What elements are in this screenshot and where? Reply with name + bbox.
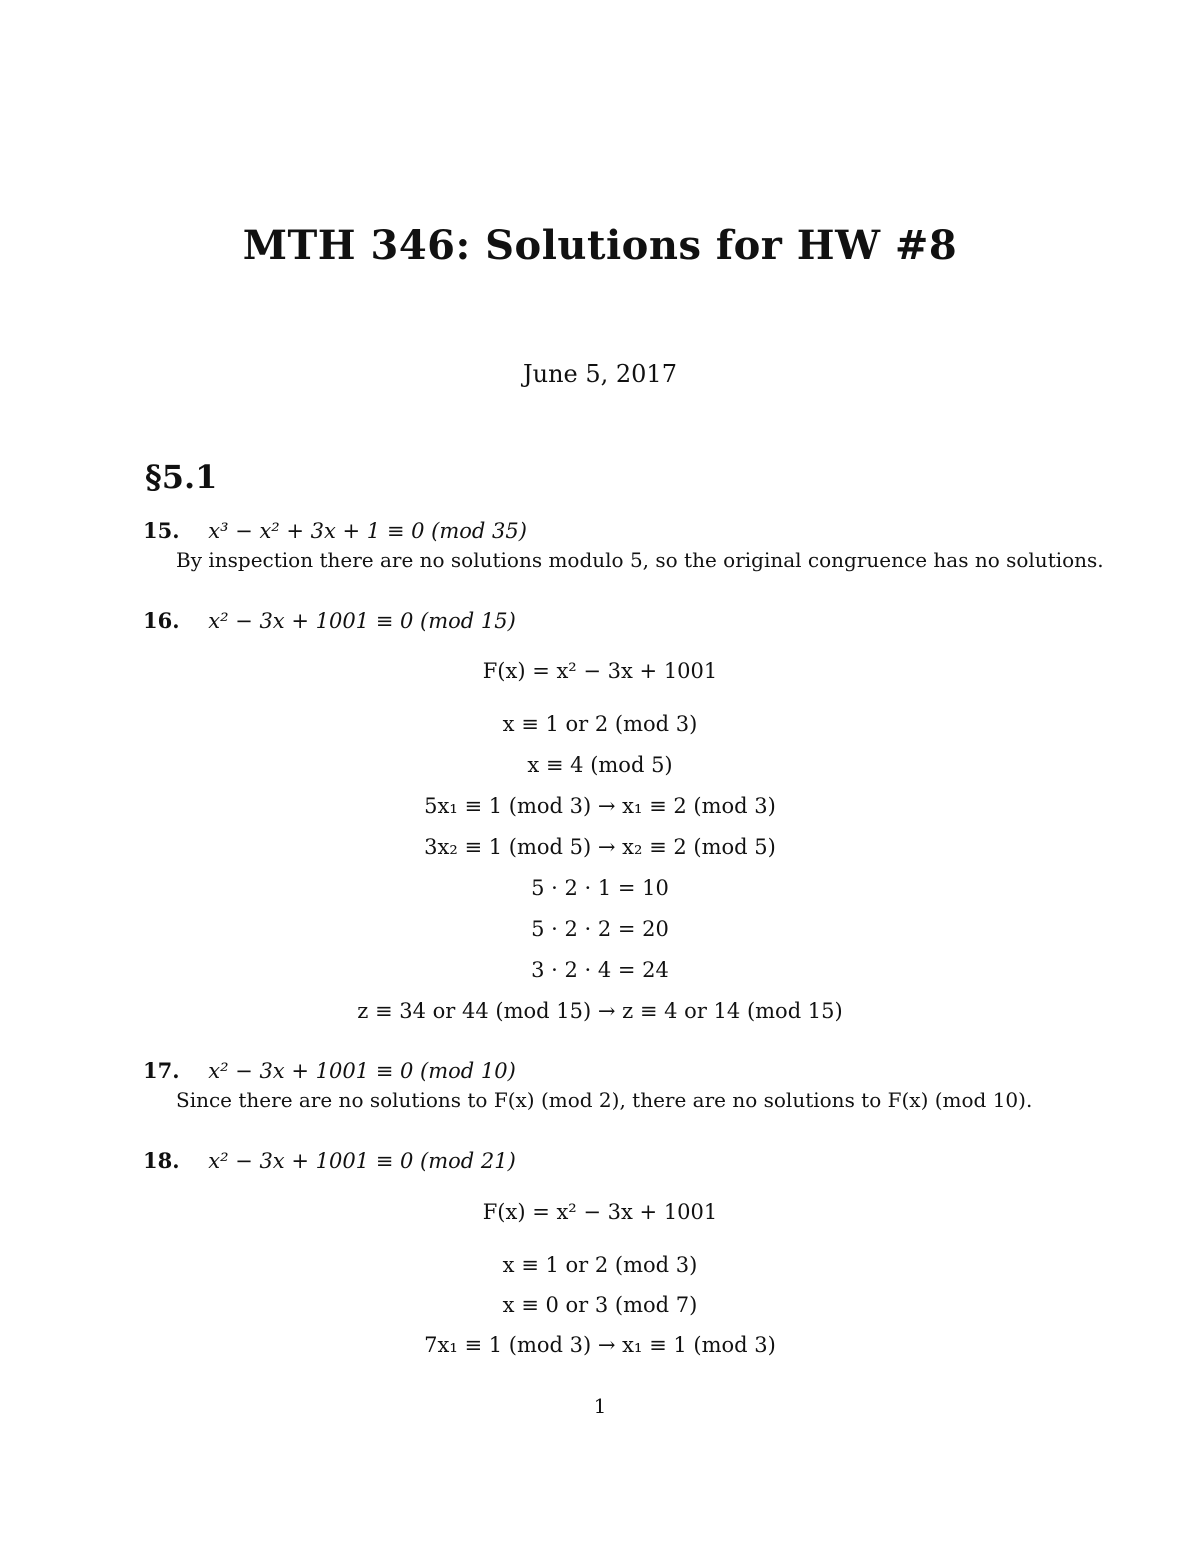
- problem-number: 17.: [143, 1058, 180, 1083]
- page-number: 1: [593, 1394, 607, 1418]
- equation-line: 5 · 2 · 2 = 20: [531, 917, 669, 941]
- equation-line: x ≡ 0 or 3 (mod 7): [502, 1293, 698, 1317]
- equation-line: F(x) = x² − 3x + 1001: [482, 659, 718, 683]
- equation-line: 7x₁ ≡ 1 (mod 3) → x₁ ≡ 1 (mod 3): [424, 1333, 776, 1357]
- problem-17-note: Since there are no solutions to F(x) (mod 2), there are no solutions to F(x) (mod 10).: [176, 1088, 1033, 1112]
- section-heading: §5.1: [145, 458, 218, 496]
- document-date: June 5, 2017: [523, 360, 677, 388]
- problem-16-statement: [143, 608, 516, 633]
- problem-congruence: x³ − x² + 3x + 1 ≡ 0 (mod 35): [208, 519, 527, 543]
- problem-15-statement: [143, 518, 527, 543]
- problem-number: 18.: [143, 1148, 180, 1173]
- problem-congruence: x² − 3x + 1001 ≡ 0 (mod 21): [208, 1149, 516, 1173]
- problem-congruence: x² − 3x + 1001 ≡ 0 (mod 10): [208, 1059, 516, 1083]
- equation-line: F(x) = x² − 3x + 1001: [482, 1200, 718, 1224]
- equation-line: z ≡ 34 or 44 (mod 15) → z ≡ 4 or 14 (mod 15): [357, 999, 843, 1023]
- problem-congruence: x² − 3x + 1001 ≡ 0 (mod 15): [208, 609, 516, 633]
- equation-line: x ≡ 1 or 2 (mod 3): [502, 1253, 698, 1277]
- problem-number: 15.: [143, 518, 180, 543]
- equation-line: 5 · 2 · 1 = 10: [531, 876, 669, 900]
- equation-line: x ≡ 4 (mod 5): [527, 753, 673, 777]
- problem-17-statement: [143, 1058, 516, 1083]
- equation-line: 3x₂ ≡ 1 (mod 5) → x₂ ≡ 2 (mod 5): [424, 835, 776, 859]
- equation-line: 5x₁ ≡ 1 (mod 3) → x₁ ≡ 2 (mod 3): [424, 794, 776, 818]
- problem-18-statement: [143, 1148, 516, 1173]
- document-title: MTH 346: Solutions for HW #8: [242, 222, 958, 269]
- problem-15-note: By inspection there are no solutions modulo 5, so the original congruence has no solutions.: [176, 548, 1104, 572]
- equation-line: 3 · 2 · 4 = 24: [531, 958, 669, 982]
- equation-line: x ≡ 1 or 2 (mod 3): [502, 712, 698, 736]
- problem-number: 16.: [143, 608, 180, 633]
